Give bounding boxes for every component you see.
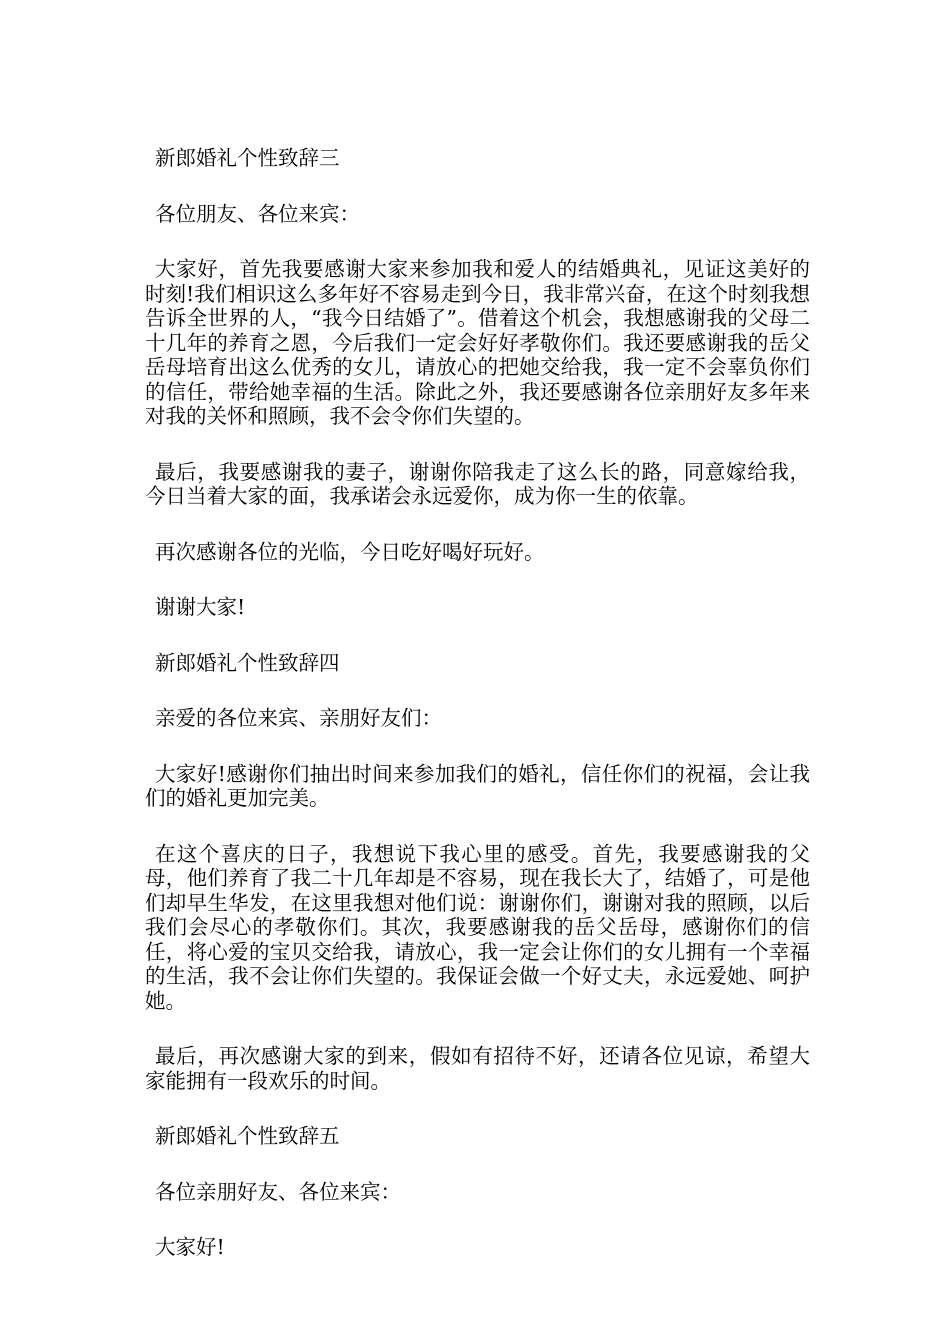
greeting: 各位朋友、各位来宾： [155,201,360,226]
body-paragraph: 大家好!感谢你们抽出时间来参加我们的婚礼，信任你们的祝福，会让我们的婚礼更加完美。 [145,761,810,810]
body-paragraph: 最后，我要感谢我的妻子，谢谢你陪我走了这么长的路，同意嫁给我，今日当着大家的面，我承诺会永远爱你，成为你一生的依靠。 [145,459,810,508]
greeting: 亲爱的各位来宾、亲朋好友们： [155,706,442,730]
body-paragraph: 最后，再次感谢大家的到来，假如有招待不好，还请各位见谅，希望大家能拥有一段欢乐的时间。 [145,1044,810,1093]
greeting: 各位亲朋好友、各位来宾： [155,1179,401,1204]
section-heading-4: 新郎婚礼个性致辞四 [155,650,340,675]
body-paragraph: 在这个喜庆的日子，我想说下我心里的感受。首先，我要感谢我的父母，他们养育了我二十几年却是不容易，现在我长大了，结婚了，可是他们却早生华发，在这里我想对他们说：谢谢你们，谢谢对我的照顾，以后我们会尽心的孝敬你们。其次，我要感谢我的岳父岳母，感谢你们的信任，将心爱的宝贝交给我，请放心，我一定会让你们的女儿拥有一个幸福的生活，我不会让你们失望的。我保证会做一个好丈夫，永远爱她、呵护她。 [145,841,810,1013]
section-heading-5: 新郎婚礼个性致辞五 [155,1124,340,1148]
body-paragraph: 大家好，首先我要感谢大家来参加我和爱人的结婚典礼，见证这美好的时刻!我们相识这么多年好不容易走到今日，我非常兴奋，在这个时刻我想告诉全世界的人，“我今日结婚了”。借着这个机会，我想感谢我的父母二十几年的养育之恩，今后我们一定会好好孝敬你们。我还要感谢我的岳父岳母培育出这么优秀的女儿，请放心的把她交给我，我一定不会辜负你们的信任，带给她幸福的生活。除此之外，我还要感谢各位亲朋好友多年来对我的关怀和照顾，我不会令你们失望的。 [145,257,810,428]
body-paragraph: 大家好! [155,1235,225,1259]
document-body [145,146,810,1291]
closing-line: 谢谢大家! [155,595,246,619]
body-paragraph: 再次感谢各位的光临，今日吃好喝好玩好。 [155,539,545,564]
section-heading-3: 新郎婚礼个性致辞三 [155,146,340,170]
